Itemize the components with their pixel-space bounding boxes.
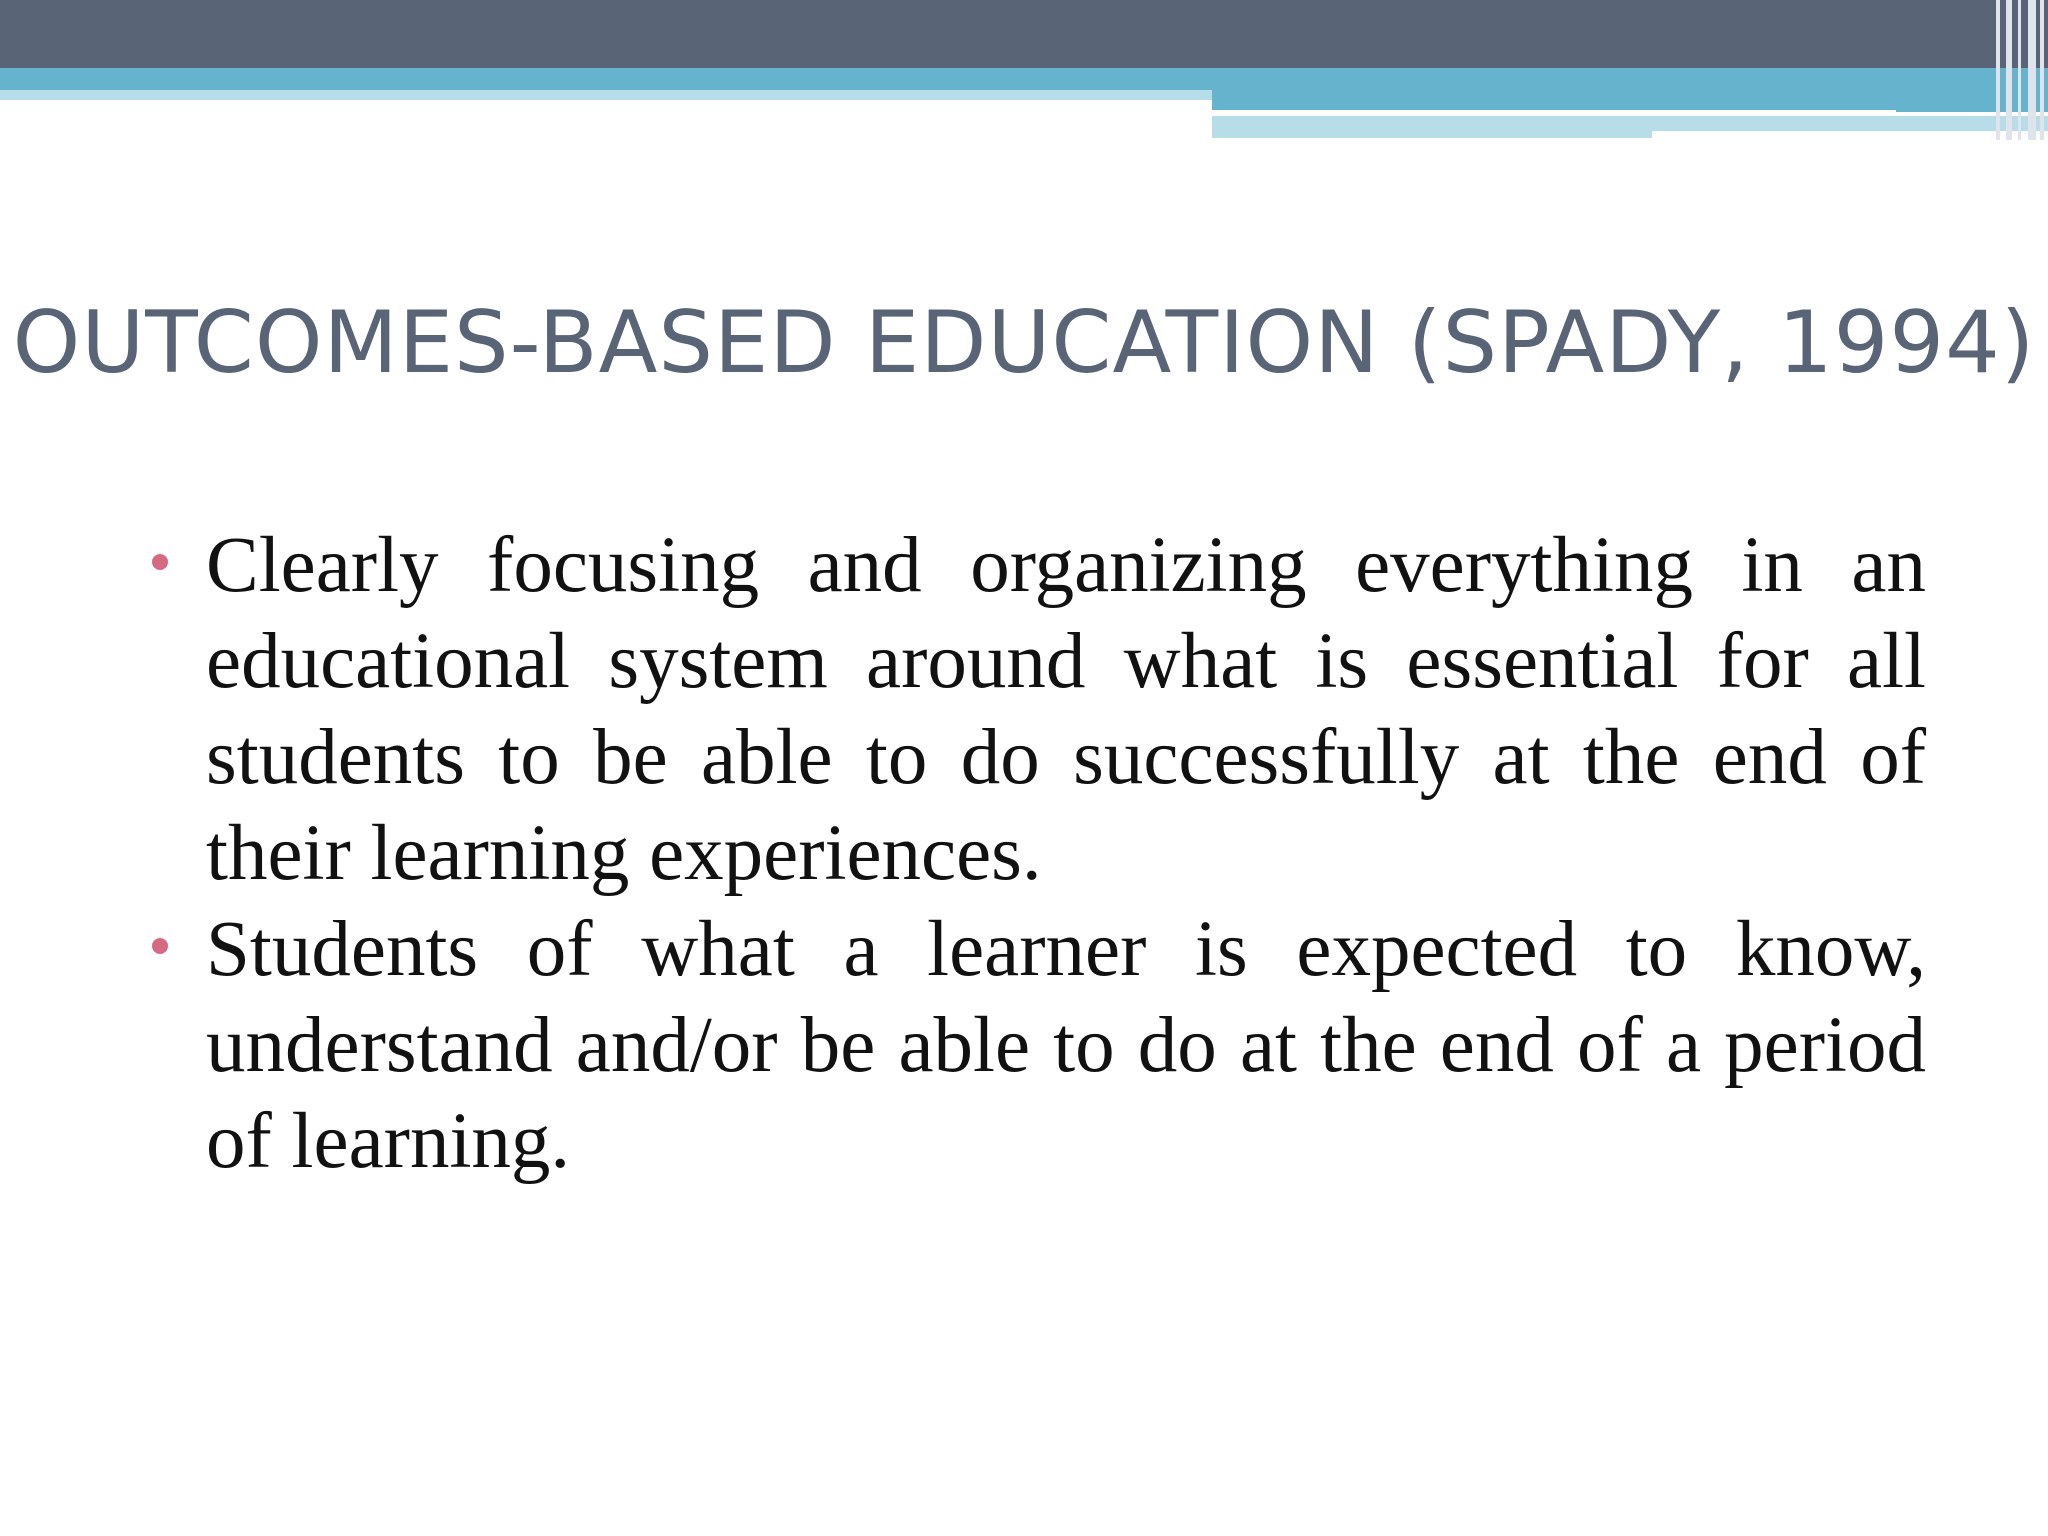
bullet-dot-icon: [152, 554, 168, 570]
bullet-item: [148, 518, 1926, 902]
bullet-text: Clearly focusing and organizing everything in an educational system around what is essential for all students to be able to do successfully at the end of their learning experiences.: [206, 522, 1926, 897]
header-dark-bar: [0, 0, 2048, 68]
header-accent-divider-2: [1652, 131, 2048, 139]
bullet-item: [148, 902, 1926, 1190]
header-light-strip: [0, 90, 1212, 100]
bullet-list: [148, 518, 1926, 1190]
slide-title: OUTCOMES-BASED EDUCATION (SPADY, 1994): [12, 293, 2036, 393]
bullet-dot-icon: [152, 938, 168, 954]
header-stripes: [1990, 0, 2048, 140]
header-blue-bar: [0, 68, 2048, 90]
header-accent-block: [1212, 90, 2048, 112]
bullet-text: Students of what a learner is expected to know, understand and/or be able to do at the end of a period of learning.: [206, 906, 1926, 1185]
